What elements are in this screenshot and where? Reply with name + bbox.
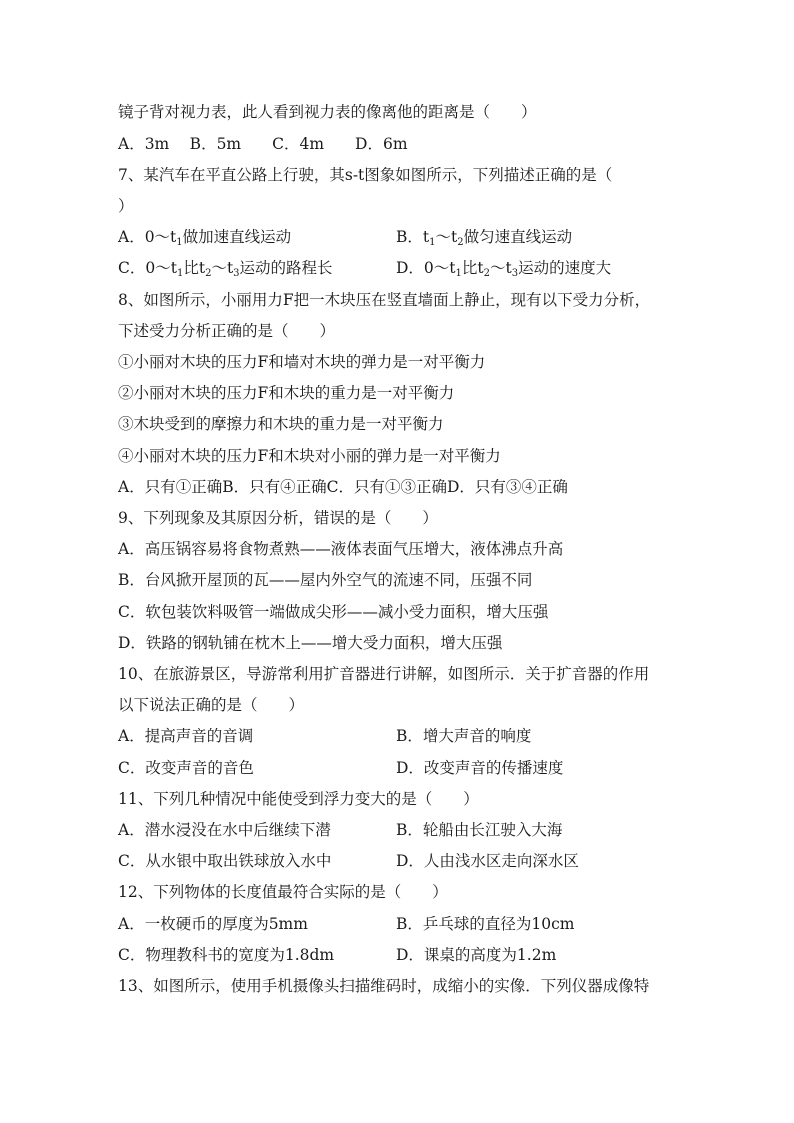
q7-stem: 7、某汽车在平直公路上行驶，其s-t图象如图所示，下列描述正确的是（ <box>118 166 613 184</box>
q12-option-a: A．一枚硬币的厚度为5mm <box>118 915 308 933</box>
q7-option-b: B．$t_1\sim t_2$做匀速直线运动 <box>396 228 573 248</box>
q12-options-row-1 <box>118 914 678 934</box>
q8-statement-4: ④小丽对木块的压力F和木块对小丽的弹力是一对平衡力 <box>118 447 501 465</box>
q10-option-a: A．提高声音的音调 <box>118 727 254 745</box>
q12-option-d: D．课桌的高度为1.2m <box>396 946 557 964</box>
q12-option-b: B．乒乓球的直径为10cm <box>396 915 575 933</box>
q11-option-a: A．潜水浸没在水中后继续下潜 <box>118 821 331 839</box>
q7-option-d: D．$0\sim t_1$比$t_2\sim t_3$运动的速度大 <box>396 259 612 279</box>
q9-option-d: D．铁路的钢轨铺在枕木上——增大受力面积，增大压强 <box>118 634 503 652</box>
q11-options-row-2 <box>118 851 678 871</box>
q10-stem: 10、在旅游景区，导游常利用扩音器进行讲解，如图所示．关于扩音器的作用 <box>118 665 650 683</box>
q6-stem-continuation: 镜子背对视力表，此人看到视力表的像离他的距离是（ ） <box>118 103 537 121</box>
q12-option-c: C．物理教科书的宽度为1.8dm <box>118 946 335 964</box>
q11-option-c: C．从水银中取出铁球放入水中 <box>118 852 332 870</box>
q10-options-row-2 <box>118 758 678 778</box>
q9-option-b: B．台风掀开屋顶的瓦——屋内外空气的流速不同，压强不同 <box>118 571 533 589</box>
q10-options-row-1 <box>118 726 678 746</box>
q7-options-row-2 <box>118 258 678 278</box>
q8-statement-1: ①小丽对木块的压力F和墙对木块的弹力是一对平衡力 <box>118 353 486 371</box>
q8-stem: 8、如图所示，小丽用力F把一木块压在竖直墙面上静止，现有以下受力分析， <box>118 291 651 309</box>
q11-option-b: B．轮船由长江驶入大海 <box>396 821 563 839</box>
q11-stem: 11、下列几种情况中能使受到浮力变大的是（ ） <box>118 790 479 808</box>
q11-options-row-1 <box>118 820 678 840</box>
q9-option-a: A．高压锅容易将食物煮熟——液体表面气压增大，液体沸点升高 <box>118 540 564 558</box>
q11-option-d: D．人由浅水区走向深水区 <box>396 852 579 870</box>
q10-option-c: C．改变声音的音色 <box>118 759 254 777</box>
q12-stem: 12、下列物体的长度值最符合实际的是（ ） <box>118 883 448 901</box>
q6-options: A．3m B．5m C．4m D．6m <box>118 135 408 153</box>
q10-stem-line-2: 以下说法正确的是（ ） <box>118 696 305 714</box>
q7-options-row-1 <box>118 227 678 247</box>
q8-statement-3: ③木块受到的摩擦力和木块的重力是一对平衡力 <box>118 415 444 433</box>
q9-stem: 9、下列现象及其原因分析，错误的是（ ） <box>118 509 438 527</box>
q10-option-b: B．增大声音的响度 <box>396 727 532 745</box>
q7-option-a: A．$0\sim t_1$做加速直线运动 <box>118 228 292 248</box>
q7-option-c: C．$0\sim t_1$比$t_2\sim t_3$运动的路程长 <box>118 259 333 279</box>
q12-options-row-2 <box>118 945 678 965</box>
q8-stem-line-2: 下述受力分析正确的是（ ） <box>118 322 336 340</box>
q10-option-d: D．改变声音的传播速度 <box>396 759 564 777</box>
q13-stem: 13、如图所示，使用手机摄像头扫描维码时，成缩小的实像．下列仪器成像特 <box>118 977 650 995</box>
q7-stem-end: ） <box>118 197 134 215</box>
q8-statement-2: ②小丽对木块的压力F和木块的重力是一对平衡力 <box>118 384 455 402</box>
q9-option-c: C．软包装饮料吸管一端做成尖形——减小受力面积，增大压强 <box>118 603 549 621</box>
q8-options: A．只有①正确B．只有④正确C．只有①③正确D．只有③④正确 <box>118 478 568 496</box>
